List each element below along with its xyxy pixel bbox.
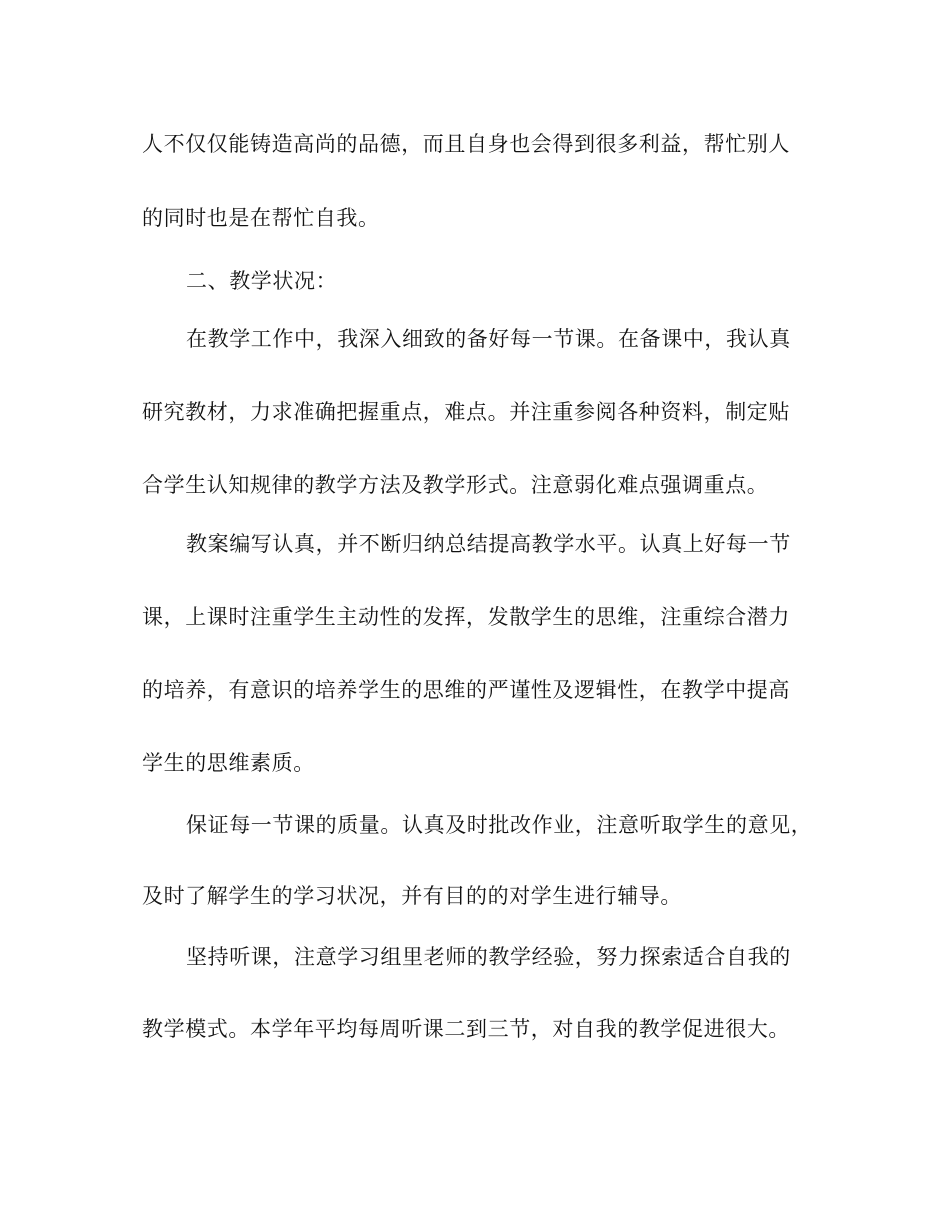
paragraph-line: 合学生认知规律的教学方法及教学形式。注意弱化难点强调重点。 bbox=[142, 473, 769, 497]
paragraph-line: 研究教材，力求准确把握重点，难点。并注重参阅各种资料，制定贴 bbox=[142, 400, 790, 424]
paragraph-line: 人不仅仅能铸造高尚的品德，而且自身也会得到很多利益，帮忙别人 bbox=[142, 132, 790, 156]
paragraph-line: 学生的思维素质。 bbox=[142, 751, 315, 775]
paragraph-line: 的同时也是在帮忙自我。 bbox=[142, 206, 380, 230]
paragraph-line: 在教学工作中，我深入细致的备好每一节课。在备课中，我认真 bbox=[186, 327, 791, 351]
paragraph-line: 及时了解学生的学习状况，并有目的的对学生进行辅导。 bbox=[142, 884, 682, 908]
paragraph-line: 教案编写认真，并不断归纳总结提高教学水平。认真上好每一节 bbox=[186, 532, 791, 556]
paragraph-line: 坚持听课，注意学习组里老师的教学经验，努力探索适合自我的 bbox=[186, 945, 791, 969]
paragraph-line: 教学模式。本学年平均每周听课二到三节，对自我的教学促进很大。 bbox=[142, 1017, 790, 1041]
paragraph-line: 的培养，有意识的培养学生的思维的严谨性及逻辑性，在教学中提高 bbox=[142, 678, 790, 702]
paragraph-line: 课，上课时注重学生主动性的发挥，发散学生的思维，注重综合潜力 bbox=[142, 605, 790, 629]
paragraph-line: 保证每一节课的质量。认真及时批改作业，注意听取学生的意见， bbox=[186, 813, 813, 837]
section-heading: 二、教学状况： bbox=[186, 269, 338, 293]
